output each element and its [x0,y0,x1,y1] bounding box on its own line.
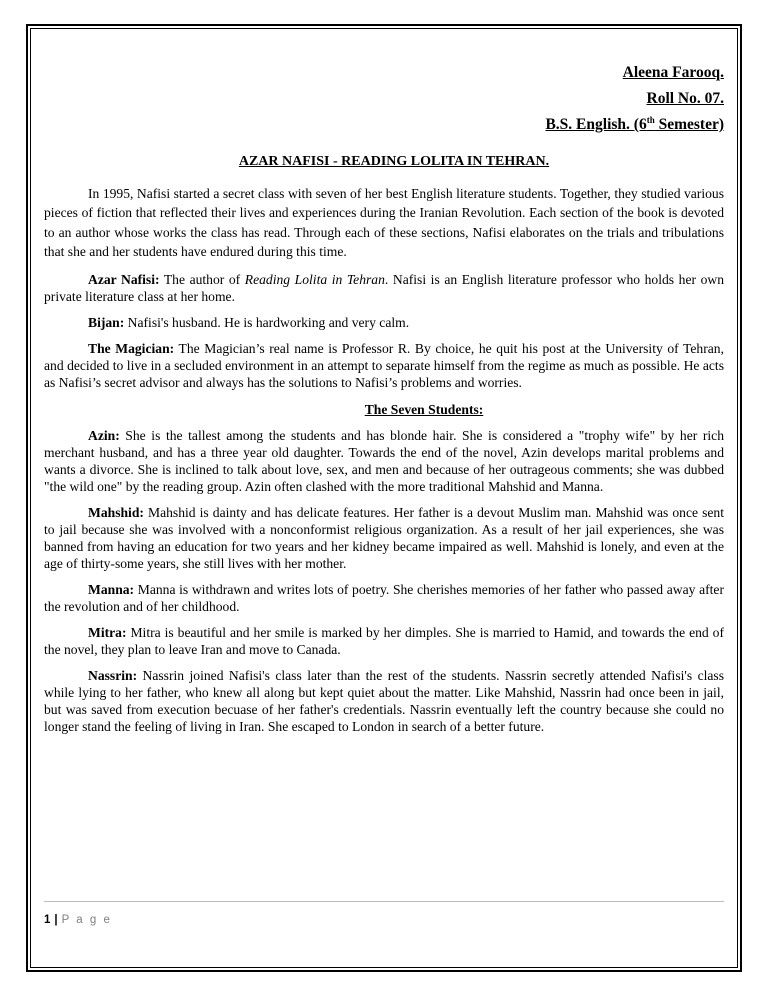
author-name: Aleena Farooq. [622,64,724,81]
student-manna: Manna: Manna is withdrawn and writes lots of poetry. She cherishes memories of her father who passed away after the revolution and of her childhood. [44,582,724,614]
document-title: AZAR NAFISI - READING LOLITA IN TEHRAN. [238,154,550,169]
character-name: The Magician: [88,340,175,356]
student-azin: Azin: She is the tallest among the students and has blonde hair. She is considered a "trophy wife" by her rich merchant husband, and has a three year old daughter. Towards the end of the novel, Azin develops marital problems and wants a divorce. She is inclined to talk about love, sex, and men and because of her outrageous comments; she was dubbed "the wild one" by the reading group. Azin often clashed with the more traditional Mahshid and Manna. [44,428,724,494]
page-number: 1 [44,914,51,926]
page-label: P a g e [61,914,112,926]
character-magician: The Magician: The Magician’s real name is Professor R. By choice, he quit his post at the University of Tehran, and decided to live in a secluded environment in an attempt to separate himself from the regime as much as possible. He acts as Nafisi’s secret advisor and always has the solutions to Nafisi’s problems and worries. [44,340,724,390]
footer-separator: | [54,914,58,926]
student-name: Manna: [88,582,135,597]
footer-divider [44,901,724,902]
roll-number: Roll No. 07. [646,90,724,107]
character-azar: Azar Nafisi: The author of Reading Lolita in Tehran. Nafisi is an English literature professor who holds her own private literature class at her home. [44,271,724,304]
character-name: Azar Nafisi: [88,271,160,287]
book-title: Reading Lolita in Tehran [244,271,385,287]
document-page [44,60,724,744]
program-prefix: B.S. English. (6 [545,116,647,133]
student-name: Nassrin: [88,668,138,683]
student-name: Mitra: [88,625,127,640]
students-heading: The Seven Students: [364,401,484,417]
student-mahshid: Mahshid: Mahshid is dainty and has delicate features. Her father is a devout Muslim man. Mahshid was once sent to jail because she was involved with a nonconformist religious organization. As a result of her jail experiences, she was banned from having an education for two years and her kidney became impaired as well. Mahshid is lonely, and even at the age of thirty-some years, she still lives with her mother. [44,505,724,571]
program-suffix: Semester) [654,116,724,133]
character-name: Bijan: [88,314,125,330]
program-line [44,112,724,138]
student-nassrin: Nassrin: Nassrin joined Nafisi's class later than the rest of the students. Nassrin secretly attended Nafisi's class while lying to her father, who knew all along but kept quiet about the matter. Like Mahshid, Nassrin had once been in jail, but was saved from execution becuase of her father's credentials. Nassrin eventually left the country because she could no longer stand the feeling of living in Iran. She escaped to London in search of a better future. [44,668,724,734]
student-name: Mahshid: [88,505,144,520]
page-footer [44,914,112,926]
student-name: Azin: [88,428,120,443]
character-bijan: Bijan: Nafisi's husband. He is hardworking and very calm. [88,314,410,330]
program-superscript: th [646,114,655,125]
student-mitra: Mitra: Mitra is beautiful and her smile is marked by her dimples. She is married to Hamid, and towards the end of the novel, they plan to leave Iran and move to Canada. [44,625,724,657]
intro-paragraph: In 1995, Nafisi started a secret class with seven of her best English literature students. Together, they studied various pieces of fiction that reflected their lives and experiences during the Iranian Revolution. Each section of the book is devoted to an author whose works the class has read. Through each of these sections, Nafisi elaborates on the trials and tribulations that she and her students have endured during this time. [44,185,724,259]
